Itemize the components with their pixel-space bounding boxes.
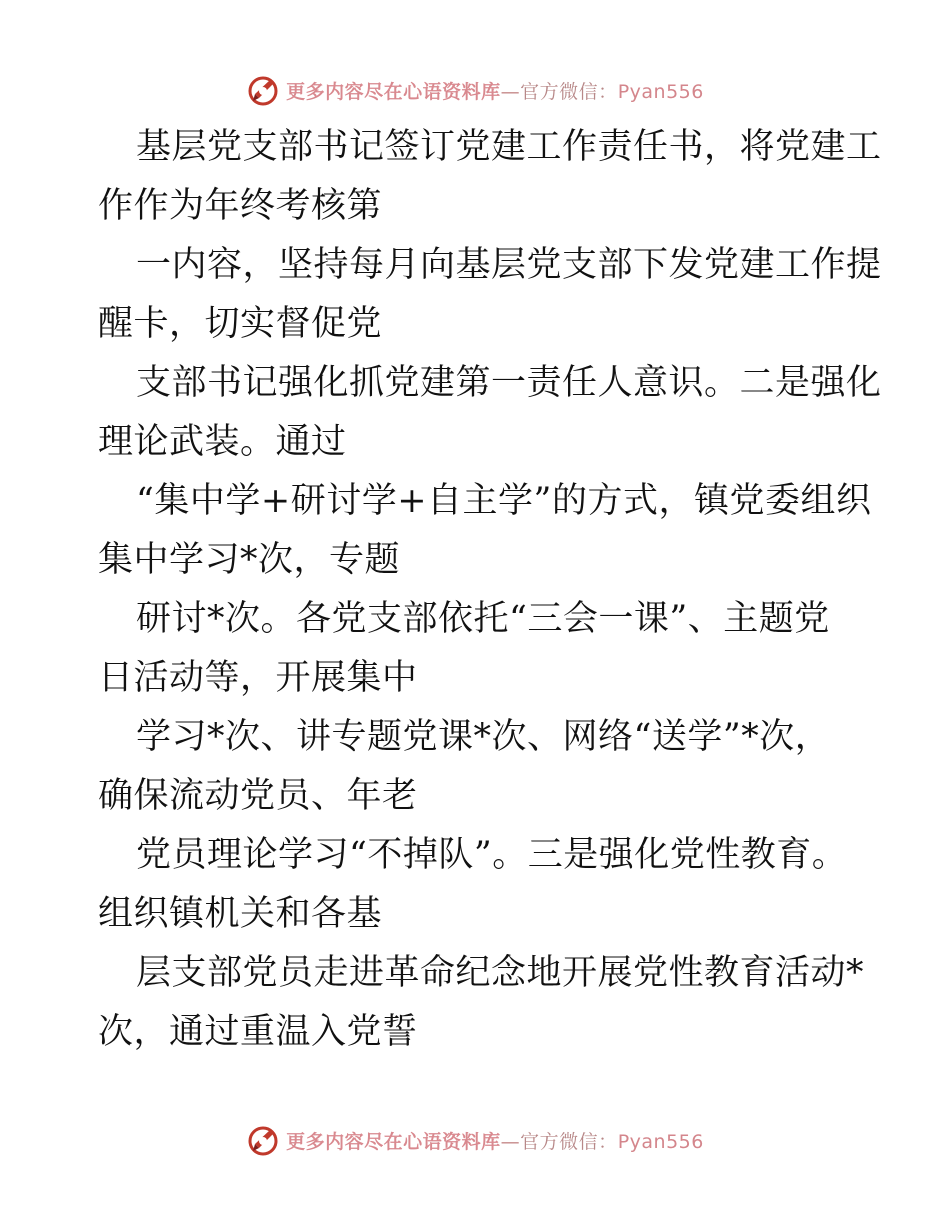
line: 基层党支部书记签订党建工作责任书，将党建工 [136,127,882,167]
watermark-dash: — [500,80,521,103]
line: “集中学+研讨学+自主学”的方式，镇党委组织 [136,481,872,521]
footer-watermark [0,1120,950,1160]
line: 支部书记强化抓党建第一责任人意识。二是强化 [136,363,882,403]
paragraph [98,118,882,236]
line: 作作为年终考核第 [98,186,383,226]
line: 研讨*次。各党支部依托“三会一课”、主题党 [136,599,830,639]
line: 确保流动党员、年老 [98,776,418,816]
paragraph [98,708,868,826]
paragraph [98,590,868,708]
paragraph [98,236,882,354]
paragraph [98,354,882,472]
watermark-id: Pyan556 [617,80,704,103]
line: 组织镇机关和各基 [98,894,383,934]
line: 理论武装。通过 [98,422,347,462]
watermark-dash: — [500,1130,521,1153]
watermark-text [286,1127,704,1154]
pen-logo-icon [246,72,282,108]
paragraph [98,826,868,944]
document-body [98,118,882,1062]
watermark-sub: 官方微信： [520,1130,618,1153]
line: 党员理论学习“不掉队”。三是强化党性教育。 [136,835,848,875]
watermark-id: Pyan556 [617,1130,704,1153]
watermark-sub: 官方微信： [520,80,618,103]
paragraph [98,944,868,1062]
line: 醒卡，切实督促党 [98,304,383,344]
pen-logo-icon [246,1122,282,1158]
line: 集中学习*次，专题 [98,540,401,580]
watermark-main: 更多内容尽在心语资料库 [286,1130,501,1153]
line: 层支部党员走进革命纪念地开展党性教育活动* [136,953,865,993]
line: 学习*次、讲专题党课*次、网络“送学”*次， [136,717,831,757]
line: 一内容，坚持每月向基层党支部下发党建工作提 [136,245,882,285]
line: 次，通过重温入党誓 [98,1012,418,1052]
line: 日活动等，开展集中 [98,658,418,698]
watermark-text [286,77,704,104]
paragraph [98,472,872,590]
header-watermark [0,70,950,110]
watermark-main: 更多内容尽在心语资料库 [286,80,501,103]
